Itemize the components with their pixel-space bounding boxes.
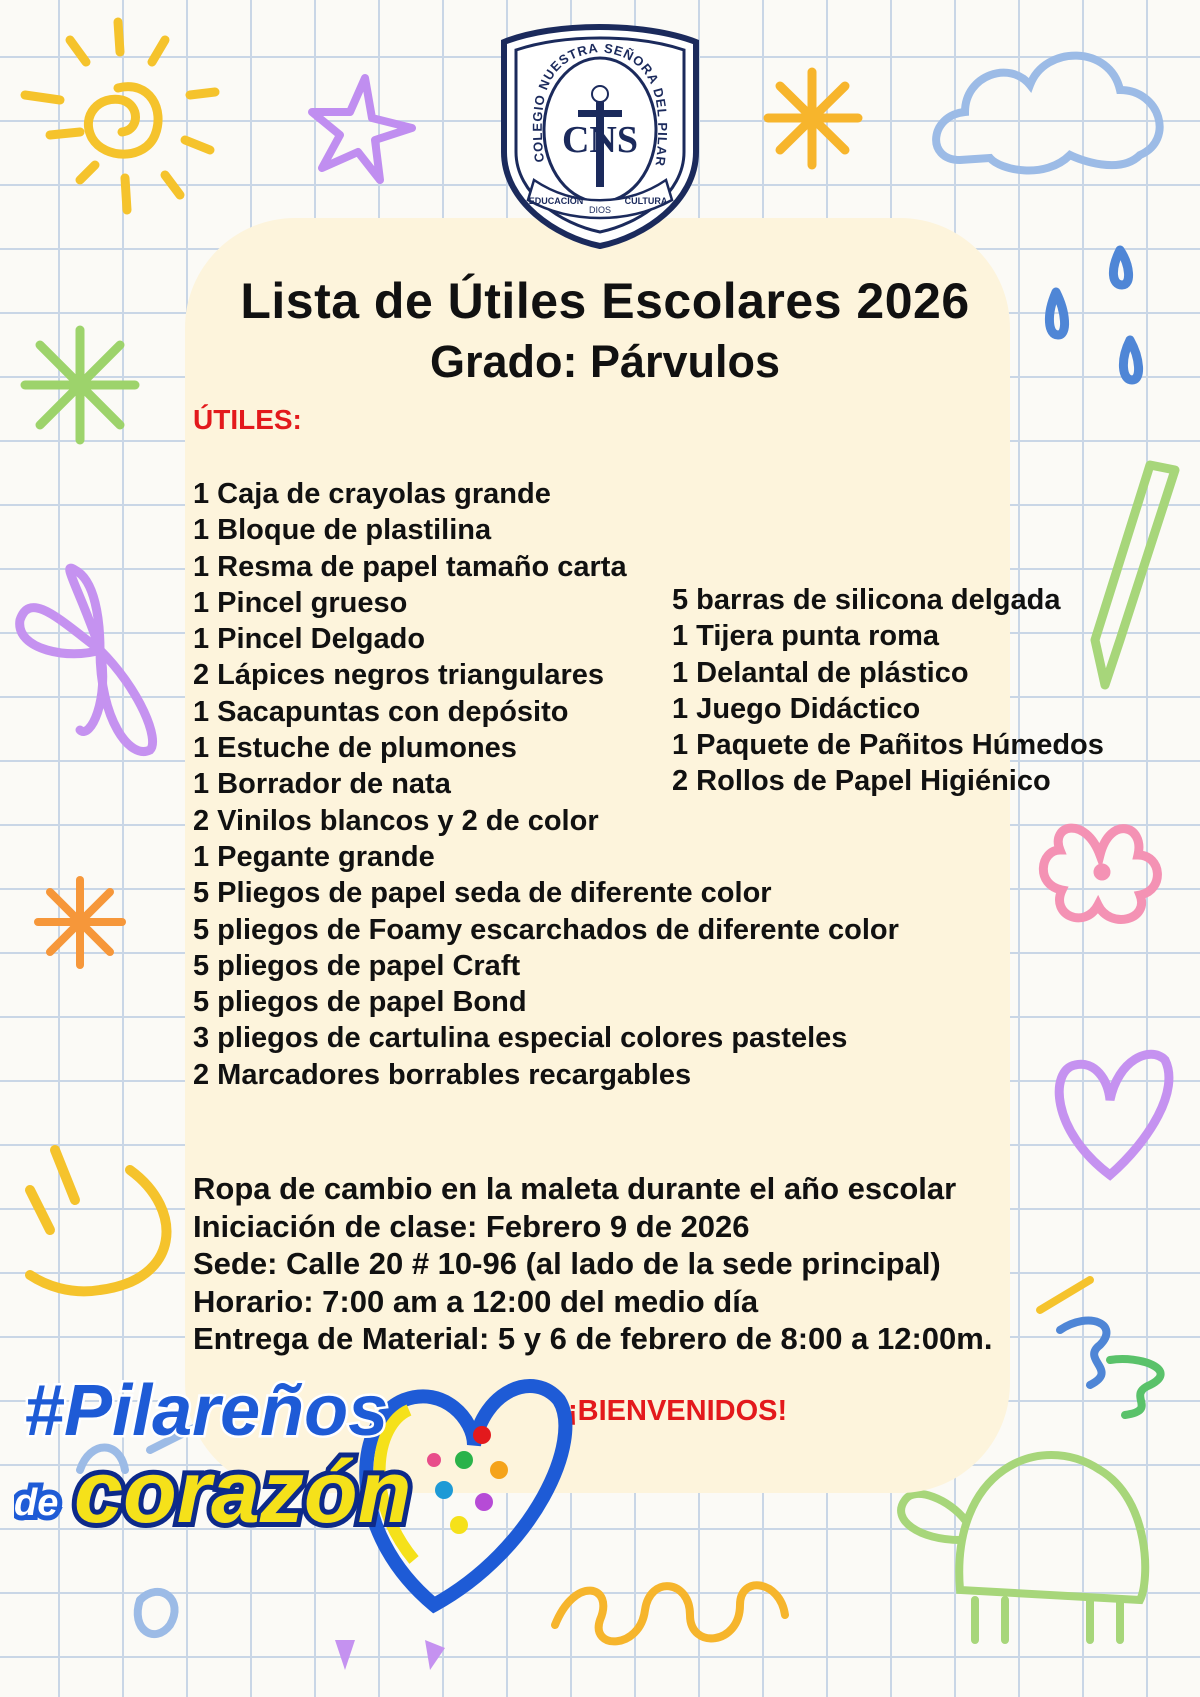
- supplies-heading: ÚTILES:: [193, 404, 302, 435]
- list-item: 1 Caja de crayolas grande: [193, 478, 551, 510]
- purple-dot-doodle: [335, 1640, 355, 1670]
- list-item: 1 Borrador de nata: [193, 768, 451, 801]
- list-item: 2 Vinilos blancos y 2 de color: [193, 804, 599, 837]
- list-item: 3 pliegos de cartulina especial colores pasteles: [193, 1022, 848, 1055]
- list-item: 1 Juego Didáctico: [672, 692, 921, 725]
- list-item: 1 Pincel Delgado: [193, 623, 426, 656]
- smiley-doodle: [30, 1150, 166, 1291]
- slogan-de: de: [14, 1482, 59, 1524]
- list-item: 2 Marcadores borrables recargables: [193, 1058, 692, 1091]
- logo-monogram: CNS: [561, 119, 639, 161]
- slogan-corazon: corazón: [74, 1442, 412, 1541]
- spring-doodle: [555, 1585, 785, 1641]
- list-item: 5 Pliegos de papel seda de diferente color: [193, 877, 772, 910]
- list-item: 5 pliegos de Foamy escarchados de diferente color: [193, 913, 899, 946]
- slogan-line1: #Pilareños: [24, 1371, 389, 1451]
- list-item: 1 Sacapuntas con depósito: [193, 695, 569, 728]
- logo-ring-text: COLEGIO NUESTRA SEÑORA DEL PILAR: [529, 39, 671, 168]
- butterfly-doodle: [20, 568, 153, 751]
- info-delivery: Entrega de Material: 5 y 6 de febrero de 8:00 a 12:00m.: [193, 1321, 993, 1356]
- logo-banner-right: CULTURA: [624, 196, 668, 206]
- purple-dot-doodle: [425, 1640, 445, 1670]
- list-item: 1 Paquete de Pañitos Húmedos: [672, 729, 1104, 762]
- asterisk-doodle: [768, 72, 858, 165]
- logo-banner-left: EDUCACIÓN: [528, 196, 584, 206]
- school-logo: [494, 12, 706, 250]
- grade-subtitle: Grado: Párvulos: [429, 336, 781, 387]
- slogan-logo: [14, 1330, 574, 1630]
- pencil-doodle: [1095, 465, 1175, 685]
- list-item: 1 Pegante grande: [193, 840, 435, 873]
- list-item: 2 Lápices negros triangulares: [193, 659, 604, 692]
- info-schedule: Horario: 7:00 am a 12:00 del medio día: [193, 1283, 759, 1319]
- list-item: 2 Rollos de Papel Higiénico: [672, 765, 1051, 798]
- supplies-list-right: [672, 582, 1104, 800]
- page-title: Lista de Útiles Escolares 2026: [240, 273, 970, 329]
- info-address: Sede: Calle 20 # 10-96 (al lado de la sede principal): [193, 1246, 941, 1281]
- logo-banner-center: DIOS: [588, 205, 612, 215]
- flower-doodle: [1043, 828, 1157, 919]
- cloud-doodle: [936, 56, 1160, 171]
- star-doodle: [312, 78, 412, 180]
- asterisk-green-doodle: [25, 330, 135, 440]
- asterisk-orange-doodle: [38, 880, 122, 965]
- list-item: 1 Resma de papel tamaño carta: [193, 550, 627, 583]
- raindrops-doodle: [1049, 250, 1138, 380]
- squiggle-doodle: [1040, 1280, 1161, 1415]
- list-item: 1 Bloque de plastilina: [193, 514, 492, 547]
- sun-doodle: [25, 22, 215, 210]
- info-change-clothes: Ropa de cambio en la maleta durante el año escolar: [193, 1171, 957, 1206]
- heart-doodle: [1059, 1054, 1169, 1175]
- list-item: 1 Estuche de plumones: [193, 732, 517, 765]
- list-item: 1 Pincel grueso: [193, 586, 408, 619]
- list-item: 5 pliegos de papel Bond: [193, 986, 527, 1019]
- info-start-date: Iniciación de clase: Febrero 9 de 2026: [193, 1208, 750, 1244]
- welcome-text: ¡BIENVENIDOS!: [568, 1395, 788, 1427]
- list-item: 1 Tijera punta roma: [672, 620, 939, 653]
- list-item: 5 barras de silicona delgada: [672, 584, 1061, 616]
- list-item: 5 pliegos de papel Craft: [193, 949, 521, 982]
- list-item: 1 Delantal de plástico: [672, 656, 969, 689]
